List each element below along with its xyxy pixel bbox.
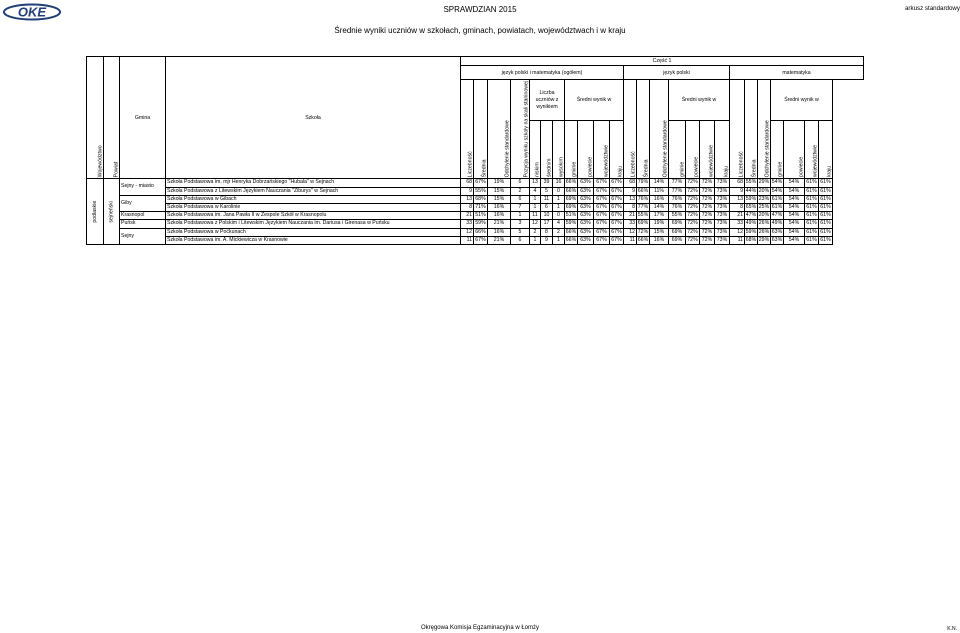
value-cell: 16 [553, 179, 565, 187]
value-cell: 61% [820, 212, 831, 219]
value-cell: 61% [806, 228, 817, 235]
value-cell: 63% [578, 179, 594, 187]
value-cell: 63% [578, 187, 594, 195]
value-cell: 59% [745, 228, 757, 235]
header-niskim: niskim [530, 121, 541, 179]
value-cell: 39 [541, 179, 553, 187]
school-name-cell: Szkoła Podstawowa im. Jana Pawła II w Zespole Szkół w Krasnopolu [166, 212, 461, 220]
value-cell: 66% [565, 228, 577, 235]
value-cell: 67% [594, 203, 610, 211]
header-liczebnosc: Liczebność [461, 80, 474, 179]
value-cell: 67% [594, 212, 610, 220]
value-cell: 73% [715, 212, 730, 220]
value-cell: 73% [715, 187, 730, 195]
value-cell: 21% [488, 220, 511, 228]
header-mat-powiecie: powiecie [784, 121, 805, 179]
value-cell: 6 [511, 195, 530, 203]
value-cell: 72% [687, 228, 698, 235]
value-cell: 63% [771, 228, 783, 235]
value-cell: 59% [745, 195, 757, 202]
value-cell: 67% [611, 179, 622, 186]
value-cell: 69% [565, 203, 577, 210]
value-cell: 1 [553, 236, 565, 244]
value-cell: 72% [687, 212, 698, 219]
value-cell: 4 [553, 220, 565, 228]
value-cell: 4 [530, 187, 541, 195]
header-mat-kraju: kraju [819, 121, 833, 179]
value-cell: 68% [475, 195, 486, 202]
value-cell: 21% [488, 236, 511, 244]
value-cell: 76% [669, 195, 686, 203]
value-cell: 72% [700, 220, 715, 228]
value-cell: 67% [611, 220, 622, 227]
value-cell: 59% [565, 220, 577, 227]
value-cell: 9 [541, 236, 553, 244]
header-pl-sredni-wynik: Średni wynik w [669, 80, 730, 121]
value-cell: 54% [784, 179, 805, 187]
value-cell: 68 [461, 179, 474, 187]
value-cell: 67% [611, 228, 622, 235]
value-cell: 63% [578, 220, 594, 228]
value-cell: 44% [745, 187, 757, 194]
value-cell: 23% [758, 195, 770, 202]
results-table [86, 56, 864, 245]
table-row [87, 228, 864, 236]
header-pl-srednia: Średnia [637, 80, 650, 179]
value-cell: 15% [488, 187, 511, 195]
header-group-math: matematyka [730, 66, 864, 80]
value-cell: 1 [553, 203, 565, 211]
value-cell: 63% [578, 228, 594, 236]
value-cell: 69% [669, 220, 686, 228]
header-wojewodztwie: województwie [594, 121, 610, 179]
header-pl-gminie: gminie [669, 121, 686, 179]
value-cell: 54% [784, 203, 805, 211]
value-cell: 61% [820, 228, 831, 235]
header-gmina: Gmina [120, 57, 166, 179]
table-row [87, 236, 864, 244]
value-cell: 14% [650, 179, 669, 187]
value-cell: 72% [687, 179, 698, 186]
header-mat-gminie: gminie [771, 121, 784, 179]
header-wojewodztwo: Województwo [87, 57, 104, 179]
value-cell: 33 [624, 220, 637, 228]
value-cell: 51% [565, 212, 577, 219]
value-cell: 54% [784, 212, 805, 220]
value-cell: 63% [578, 212, 594, 220]
value-cell: 67% [594, 195, 610, 203]
sheet-type-label: arkusz standardowy [904, 5, 960, 12]
header-mat-wojewodztwie: województwie [805, 121, 819, 179]
value-cell: 69% [637, 220, 649, 227]
table-row [87, 220, 864, 228]
value-cell: 61% [806, 212, 817, 219]
value-cell: 13 [461, 195, 474, 203]
value-cell: 51% [475, 212, 486, 219]
value-cell: 72% [687, 220, 698, 227]
powiat-cell: sejneński [104, 179, 120, 245]
value-cell: 16% [650, 195, 669, 203]
header-part: Część 1 [461, 57, 864, 66]
value-cell: 69% [669, 228, 686, 236]
value-cell: 12 [730, 228, 745, 236]
header-pl-kraju: kraju [715, 121, 730, 179]
value-cell: 67% [475, 179, 486, 186]
value-cell: 66% [637, 236, 649, 243]
table-row [87, 187, 864, 195]
value-cell: 61% [771, 195, 783, 202]
value-cell: 13 [624, 195, 637, 203]
value-cell: 5 [511, 228, 530, 236]
value-cell: 68% [745, 236, 757, 243]
value-cell: 72% [700, 203, 715, 211]
header-group-polish: język polski [624, 66, 730, 80]
value-cell: 66% [475, 228, 486, 235]
value-cell: 6 [541, 203, 553, 211]
value-cell: 66% [565, 236, 577, 243]
value-cell: 67% [611, 195, 622, 202]
value-cell: 61% [820, 187, 831, 194]
value-cell: 67% [475, 236, 486, 243]
value-cell: 66% [637, 187, 649, 194]
value-cell: 3 [511, 220, 530, 228]
value-cell: 54% [771, 179, 783, 186]
value-cell: 61% [820, 195, 831, 202]
value-cell: 16% [488, 203, 511, 211]
logo-text: OKE [17, 4, 47, 20]
header-srednia: Średnia [474, 80, 488, 179]
header-liczba-uczniow: Liczba uczniów z wynikiem [530, 80, 565, 121]
value-cell: 54% [784, 228, 805, 236]
value-cell: 61% [820, 220, 831, 227]
value-cell: 66% [565, 187, 577, 194]
header-srednim: średnim [541, 121, 553, 179]
value-cell: 73% [715, 179, 730, 187]
value-cell: 49% [771, 220, 783, 227]
value-cell: 67% [594, 220, 610, 228]
value-cell: 72% [637, 228, 649, 235]
footer-code: K.N. [947, 626, 957, 632]
value-cell: 67% [594, 228, 610, 236]
value-cell: 54% [771, 187, 783, 194]
value-cell: 8 [461, 203, 474, 211]
value-cell: 26% [758, 220, 770, 227]
value-cell: 1 [530, 195, 541, 203]
value-cell: 19% [650, 220, 669, 228]
value-cell: 1 [553, 195, 565, 203]
value-cell: 55% [637, 212, 649, 219]
school-name-cell: Szkoła Podstawowa w Gibach [166, 195, 461, 203]
value-cell: 63% [578, 203, 594, 211]
value-cell: 66% [565, 179, 577, 186]
value-cell: 9 [730, 187, 745, 195]
value-cell: 33 [461, 220, 474, 228]
value-cell: 47% [771, 212, 783, 219]
header-mat-sredni-wynik: Średni wynik w [771, 80, 833, 121]
value-cell: 14% [650, 203, 669, 211]
school-name-cell: Szkoła Podstawowa im. mjr Henryka Dobrzańskiego "Hubala" w Sejnach [166, 179, 461, 187]
value-cell: 11 [530, 212, 541, 220]
value-cell: 54% [784, 195, 805, 203]
header-sredni-wynik: Średni wynik w [565, 80, 624, 121]
table-row [87, 179, 864, 187]
table-row [87, 212, 864, 220]
value-cell: 72% [700, 195, 715, 203]
header-odchylenie: Odchylenie standardowe [488, 80, 511, 179]
value-cell: 16% [488, 228, 511, 236]
value-cell: 15% [650, 228, 669, 236]
value-cell: 54% [784, 236, 805, 244]
header-szkola: Szkoła [166, 57, 461, 179]
value-cell: 8 [624, 203, 637, 211]
value-cell: 21 [730, 212, 745, 220]
value-cell: 61% [806, 195, 817, 202]
value-cell: 61% [820, 236, 831, 243]
value-cell: 61% [820, 179, 831, 186]
value-cell: 49% [745, 220, 757, 227]
footer-institution: Okręgowa Komisja Egzaminacyjna w Łomży [420, 625, 540, 631]
value-cell: 1 [530, 236, 541, 244]
value-cell: 0 [553, 212, 565, 220]
gmina-cell: Sejny - miasto [120, 179, 166, 195]
value-cell: 67% [611, 236, 622, 243]
value-cell: 19% [488, 179, 511, 187]
value-cell: 68 [730, 179, 745, 187]
value-cell: 54% [784, 187, 805, 195]
value-cell: 11 [541, 195, 553, 203]
value-cell: 67% [594, 179, 610, 187]
value-cell: 72% [687, 236, 698, 243]
gmina-cell: Giby [120, 195, 166, 211]
value-cell: 77% [669, 179, 686, 187]
value-cell: 72% [687, 187, 698, 194]
value-cell: 16% [650, 236, 669, 244]
value-cell: 20% [758, 212, 770, 219]
value-cell: 72% [687, 195, 698, 202]
value-cell: 61% [806, 187, 817, 194]
page-title: SPRAWDZIAN 2015 [443, 5, 517, 14]
header-pl-odchylenie: Odchylenie standardowe [650, 80, 669, 179]
value-cell: 13 [530, 179, 541, 187]
value-cell: 47% [745, 212, 757, 219]
value-cell: 55% [745, 179, 757, 186]
header-powiat: Powiat [104, 57, 120, 179]
value-cell: 63% [578, 236, 594, 244]
value-cell: 11 [624, 236, 637, 244]
header-mat-odchylenie: Odchylenie standardowe [758, 80, 771, 179]
value-cell: 8 [730, 203, 745, 211]
value-cell: 26% [758, 228, 770, 235]
value-cell: 61% [806, 203, 817, 210]
value-cell: 72% [700, 236, 715, 244]
header-pl-liczebnosc: Liczebność [624, 80, 637, 179]
value-cell: 55% [669, 212, 686, 220]
header-kraju: kraju [610, 121, 624, 179]
value-cell: 8 [541, 228, 553, 236]
school-name-cell: Szkoła Podstawowa w Poćkunach [166, 228, 461, 236]
value-cell: 72% [687, 203, 698, 210]
header-mat-srednia: Średnia [745, 80, 758, 179]
value-cell: 12 [624, 228, 637, 236]
value-cell: 9 [461, 187, 474, 195]
value-cell: 67% [594, 187, 610, 195]
value-cell: 63% [578, 195, 594, 203]
value-cell: 67% [611, 212, 622, 219]
value-cell: 21 [624, 212, 637, 220]
header-pozycja: Pozycja wyniku szkoły na skali staninowej [511, 80, 530, 179]
value-cell: 6 [511, 236, 530, 244]
value-cell: 13 [730, 195, 745, 203]
value-cell: 20% [758, 187, 770, 194]
value-cell: 17 [541, 220, 553, 228]
table-row [87, 203, 864, 211]
value-cell: 72% [700, 187, 715, 195]
value-cell: 54% [784, 220, 805, 228]
value-cell: 12 [530, 220, 541, 228]
value-cell: 72% [700, 212, 715, 220]
value-cell: 11% [650, 187, 669, 195]
header-group-total: język polski i matematyka (ogółem) [461, 66, 624, 80]
value-cell: 59% [475, 220, 486, 227]
value-cell: 11 [461, 236, 474, 244]
school-name-cell: Szkoła Podstawowa z Litewskim Językiem Nauczania "Žiburys" w Sejnach [166, 187, 461, 195]
table-row [87, 195, 864, 203]
value-cell: 10 [541, 212, 553, 220]
value-cell: 73% [715, 195, 730, 203]
header-mat-liczebnosc: Liczebność [730, 80, 745, 179]
value-cell: 21 [461, 212, 474, 220]
value-cell: 73% [715, 203, 730, 211]
value-cell: 6 [511, 179, 530, 187]
header-pl-powiecie: powiecie [686, 121, 700, 179]
wojewodztwo-cell: podlaskie [87, 179, 104, 245]
value-cell: 76% [669, 203, 686, 211]
value-cell: 73% [715, 220, 730, 228]
value-cell: 72% [700, 228, 715, 236]
table-subtitle: Średnie wyniki uczniów w szkołach, gminach, powiatach, województwach i w kraju [334, 26, 626, 35]
value-cell: 1 [530, 203, 541, 211]
value-cell: 33 [730, 220, 745, 228]
gmina-cell: Puńsk [120, 220, 166, 228]
value-cell: 73% [715, 228, 730, 236]
header-powiecie: powiecie [578, 121, 594, 179]
value-cell: 29% [758, 179, 770, 186]
value-cell: 61% [806, 179, 817, 186]
value-cell: 2 [530, 228, 541, 236]
value-cell: 71% [475, 203, 486, 210]
value-cell: 2 [553, 228, 565, 236]
value-cell: 68 [624, 179, 637, 187]
value-cell: 61% [806, 220, 817, 227]
gmina-cell: Krasnopol [120, 212, 166, 220]
value-cell: 67% [611, 187, 622, 194]
value-cell: 73% [715, 236, 730, 244]
value-cell: 72% [700, 179, 715, 187]
value-cell: 63% [771, 236, 783, 243]
value-cell: 76% [637, 195, 649, 202]
value-cell: 61% [806, 236, 817, 243]
value-cell: 25% [758, 203, 770, 210]
school-name-cell: Szkoła Podstawowa im. A. Mickiewicza w Krasnowie [166, 236, 461, 244]
value-cell: 29% [758, 236, 770, 243]
value-cell: 61% [820, 203, 831, 210]
value-cell: 69% [565, 195, 577, 202]
value-cell: 11 [730, 236, 745, 244]
school-name-cell: Szkoła Podstawowa z Polskim i Litewskim Językiem Nauczania im. Dariusa i Girenasa w Puńsku [166, 220, 461, 228]
value-cell: 5 [541, 187, 553, 195]
value-cell: 69% [669, 236, 686, 244]
value-cell: 77% [637, 203, 649, 210]
value-cell: 12 [461, 228, 474, 236]
school-name-cell: Szkoła Podstawowa w Karolinie [166, 203, 461, 211]
value-cell: 77% [669, 187, 686, 195]
value-cell: 15% [488, 195, 511, 203]
value-cell: 65% [745, 203, 757, 210]
value-cell: 67% [611, 203, 622, 210]
value-cell: 55% [475, 187, 486, 194]
value-cell: 1 [511, 212, 530, 220]
header-pl-wojewodztwie: województwie [700, 121, 715, 179]
value-cell: 67% [594, 236, 610, 244]
value-cell: 17% [650, 212, 669, 220]
value-cell: 0 [553, 187, 565, 195]
value-cell: 9 [624, 187, 637, 195]
gmina-cell: Sejny [120, 228, 166, 244]
value-cell: 2 [511, 187, 530, 195]
value-cell: 61% [771, 203, 783, 210]
value-cell: 79% [637, 179, 649, 186]
header-gminie: gminie [565, 121, 578, 179]
value-cell: 7 [511, 203, 530, 211]
value-cell: 16% [488, 212, 511, 220]
header-wysokim: wysokim [553, 121, 565, 179]
